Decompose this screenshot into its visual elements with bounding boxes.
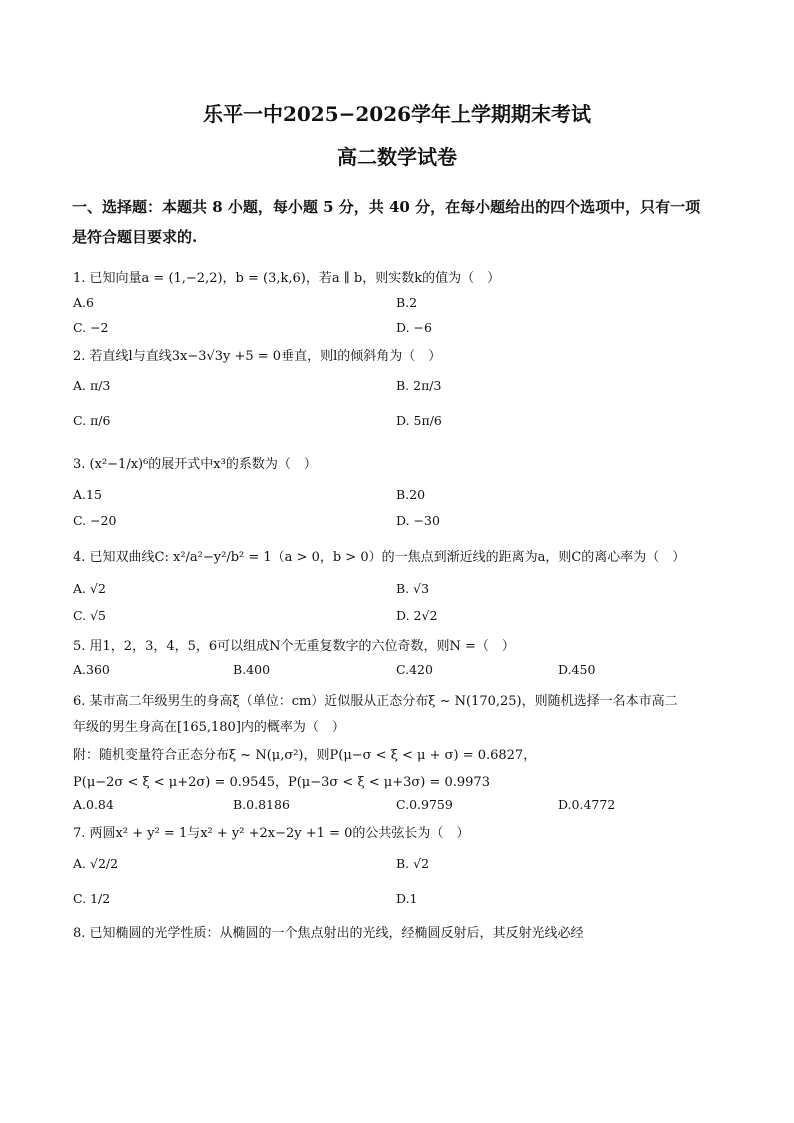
question-4-option-c: C. √5	[73, 608, 106, 623]
question-4-option-b: B. √3	[396, 581, 430, 596]
question-2-option-d: D. 5π/6	[396, 413, 442, 428]
question-7-option-b: B. √2	[396, 856, 430, 871]
section-heading-line1: 一、选择题：本题共 8 小题，每小题 5 分，共 40 分，在每小题给出的四个选项中，只有一项	[72, 198, 701, 216]
question-5-option-b: B.400	[233, 662, 271, 677]
question-6-option-c: C.0.9759	[396, 797, 453, 812]
question-1-stem: 1. 已知向量a = (1,−2,2)，b = (3,k,6)，若a ∥ b，则实数k的值为（ ）	[73, 271, 501, 286]
question-8-stem: 8. 已知椭圆的光学性质：从椭圆的一个焦点射出的光线，经椭圆反射后，其反射光线必经	[73, 926, 584, 941]
question-6-option-b: B.0.8186	[233, 797, 290, 812]
question-7-option-d: D.1	[396, 891, 418, 906]
question-3-option-b: B.20	[396, 487, 426, 502]
question-6-note-line1: 附：随机变量符合正态分布ξ ~ N(μ,σ²)，则P(μ−σ < ξ < μ + σ) = 0.6827，	[73, 748, 537, 763]
question-7-option-a: A. √2/2	[73, 856, 119, 871]
question-6-stem-continued: 年级的男生身高在[165,180]内的概率为（ ）	[73, 720, 345, 735]
exam-title: 乐平一中2025−2026学年上学期期末考试	[202, 102, 592, 126]
question-4-stem: 4. 已知双曲线C: x²/a²−y²/b² = 1（a > 0，b > 0）的一焦点到渐近线的距离为a，则C的离心率为（ ）	[73, 550, 686, 565]
question-1-option-c: C. −2	[73, 320, 109, 335]
question-5-option-d: D.450	[558, 662, 596, 677]
question-3-stem: 3. (x²−1/x)⁶的展开式中x³的系数为（ ）	[73, 457, 317, 472]
question-4-option-a: A. √2	[73, 581, 106, 596]
question-5-stem: 5. 用1，2，3，4，5，6可以组成N个无重复数字的六位奇数，则N =（ ）	[73, 639, 515, 654]
question-3-option-d: D. −30	[396, 513, 440, 528]
question-4-option-d: D. 2√2	[396, 608, 438, 623]
question-1-option-d: D. −6	[396, 320, 432, 335]
question-1-option-b: B.2	[396, 295, 418, 310]
question-6-option-d: D.0.4772	[558, 797, 616, 812]
section-heading-line2: 是符合题目要求的.	[72, 228, 198, 246]
question-6-option-a: A.0.84	[73, 797, 114, 812]
question-2-option-a: A. π/3	[73, 378, 111, 393]
question-5-option-a: A.360	[73, 662, 110, 677]
question-6-stem: 6. 某市高二年级男生的身高ξ（单位：cm）近似服从正态分布ξ ~ N(170,25)，则随机选择一名本市高二	[73, 694, 678, 709]
question-7-stem: 7. 两圆x² + y² = 1与x² + y² +2x−2y +1 = 0的公共弦长为（ ）	[73, 826, 470, 841]
question-3-option-c: C. −20	[73, 513, 117, 528]
question-2-stem: 2. 若直线l与直线3x−3√3y +5 = 0垂直，则l的倾斜角为（ ）	[73, 349, 442, 364]
question-7-option-c: C. 1/2	[73, 891, 111, 906]
question-5-option-c: C.420	[396, 662, 433, 677]
question-3-option-a: A.15	[73, 487, 102, 502]
question-1-option-a: A.6	[73, 295, 94, 310]
question-6-note-line2: P(μ−2σ < ξ < μ+2σ) = 0.9545，P(μ−3σ < ξ < μ+3σ) = 0.9973	[73, 775, 490, 790]
exam-subtitle: 高二数学试卷	[337, 145, 457, 169]
question-2-option-c: C. π/6	[73, 413, 111, 428]
question-2-option-b: B. 2π/3	[396, 378, 442, 393]
